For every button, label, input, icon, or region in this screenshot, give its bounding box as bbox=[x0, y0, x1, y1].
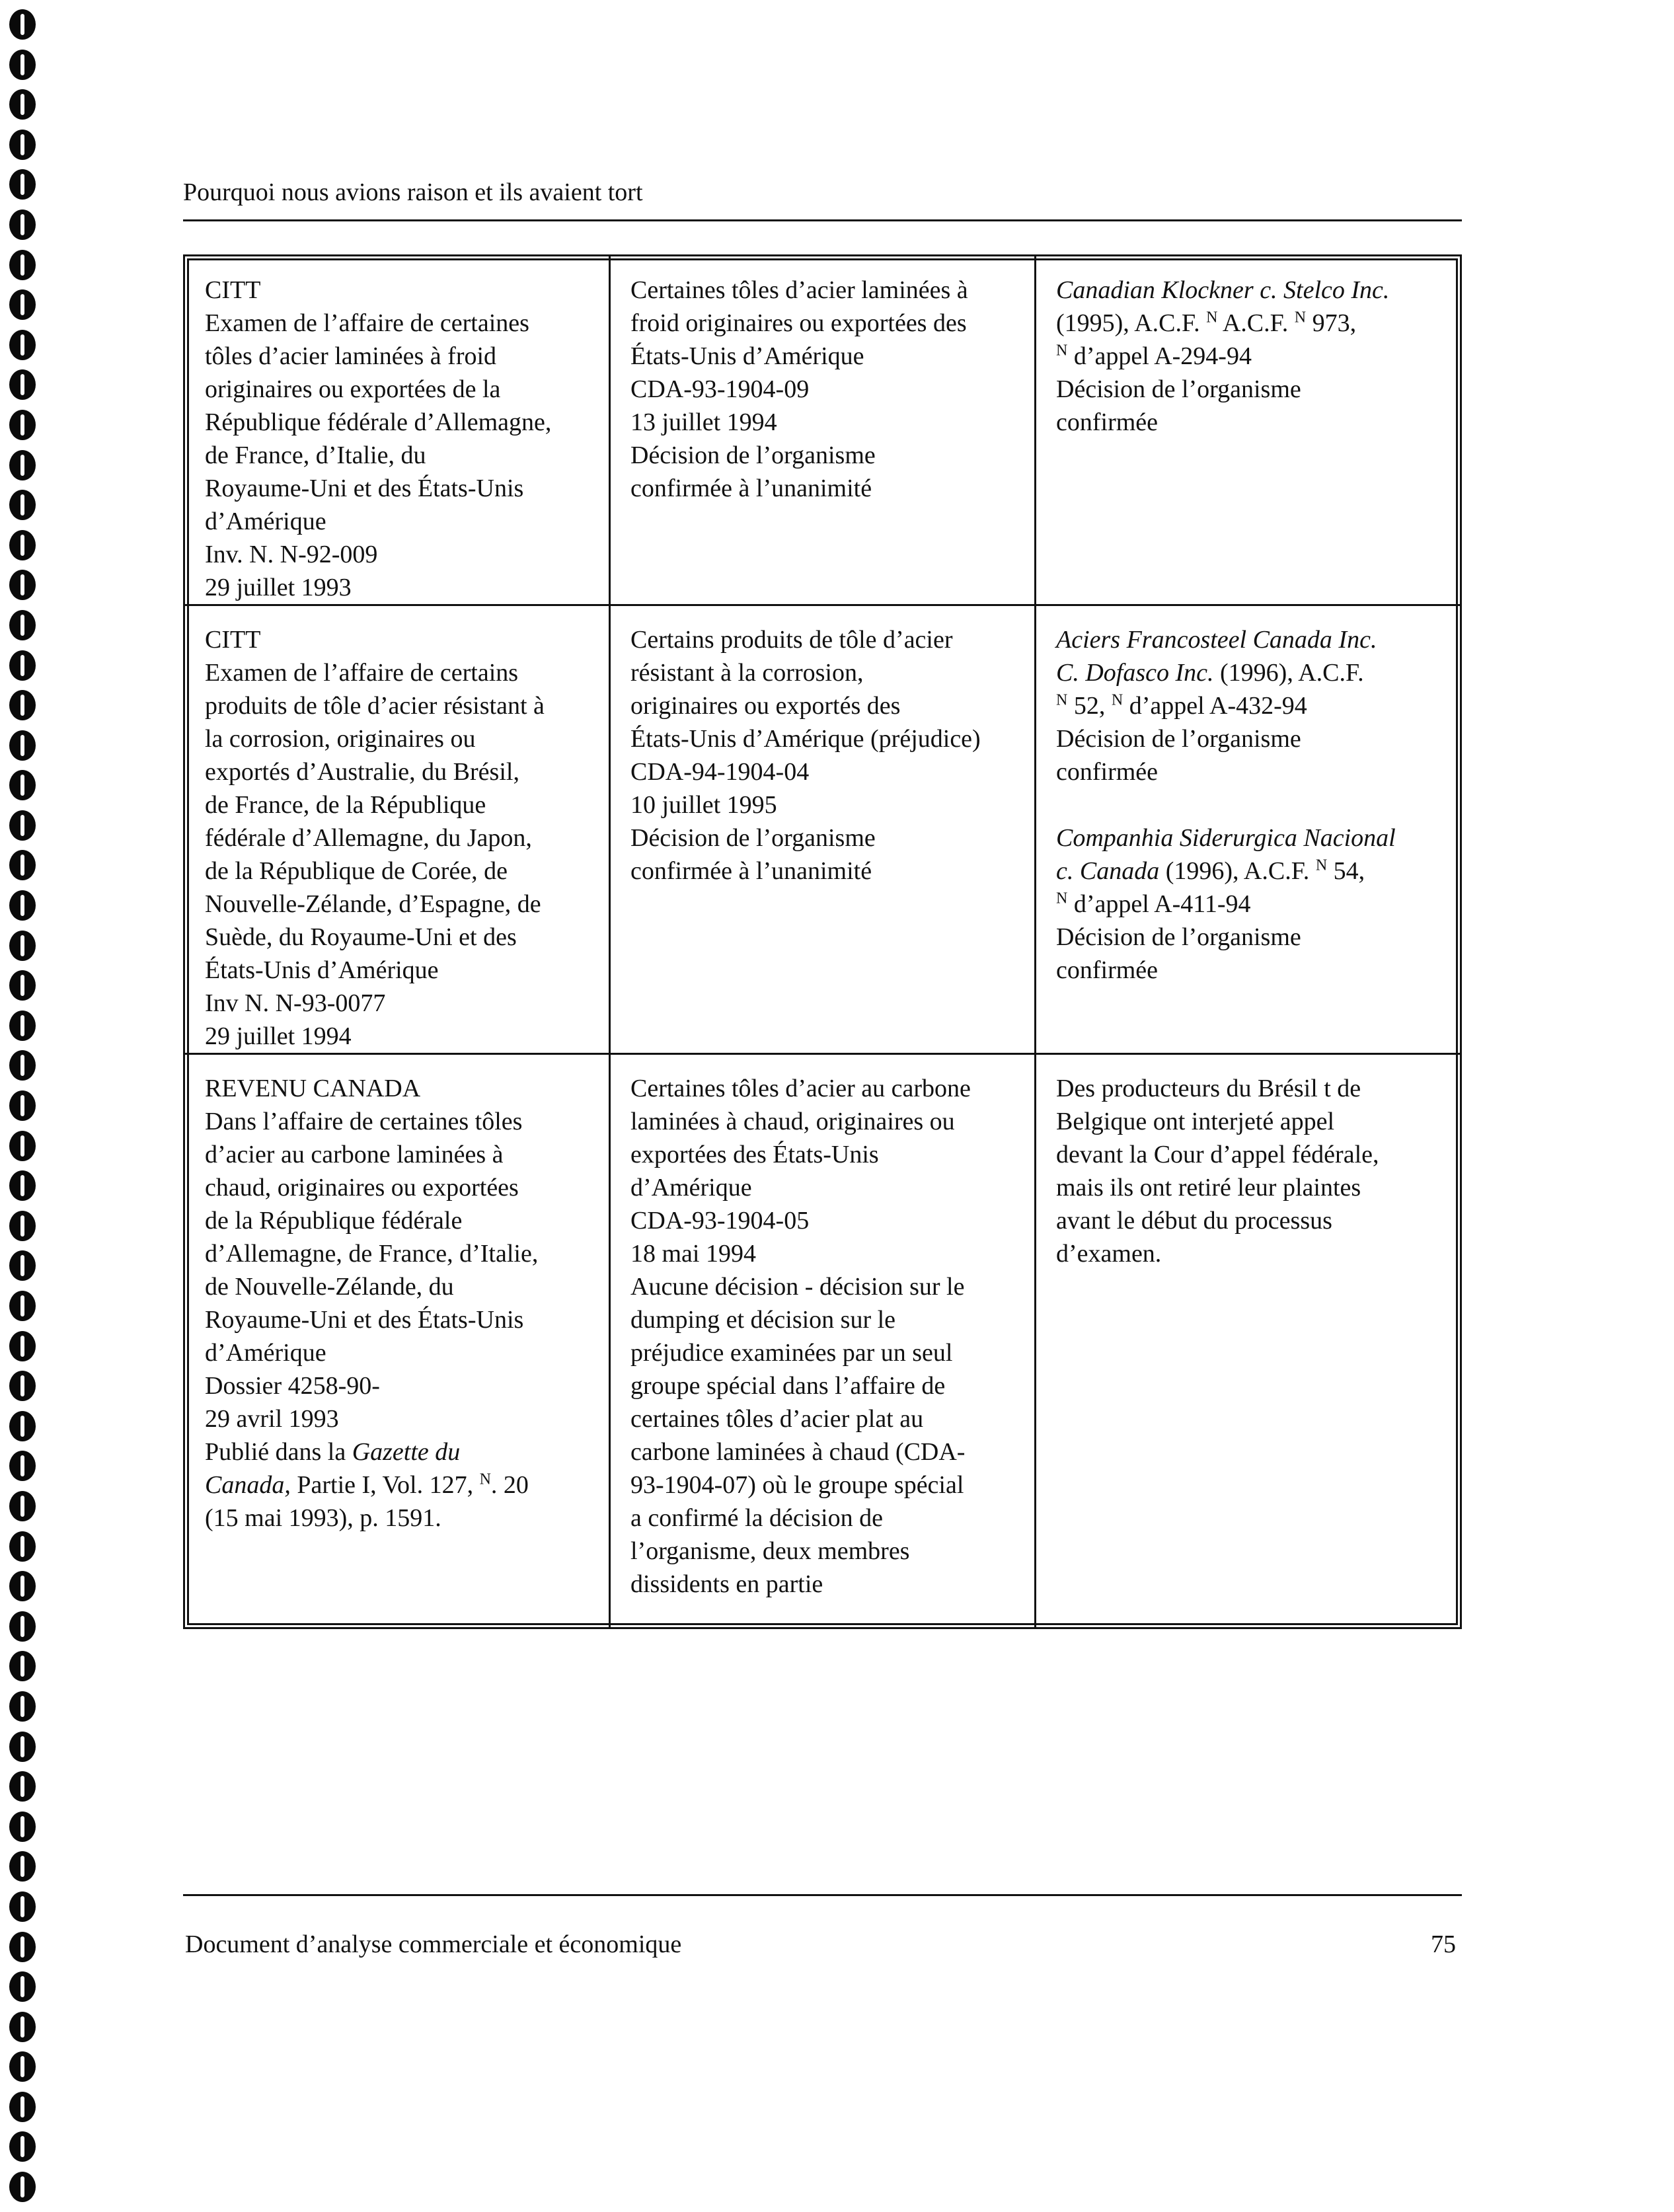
cell-line: confirmée à l’unanimité bbox=[630, 475, 872, 502]
superscript: N bbox=[1056, 890, 1068, 907]
cell-line: Suède, du Royaume-Uni et des bbox=[205, 923, 517, 951]
cell-line: de Nouvelle-Zélande, du bbox=[205, 1273, 454, 1301]
cell-line: Examen de l’affaire de certains bbox=[205, 659, 519, 687]
cell-line: de France, d’Italie, du bbox=[205, 441, 426, 469]
cell-line: République fédérale d’Allemagne, bbox=[205, 408, 552, 436]
superscript: N bbox=[1056, 342, 1068, 360]
binder-hole bbox=[9, 730, 36, 761]
cell-line: de France, de la République bbox=[205, 791, 486, 819]
cell-line: Royaume-Uni et des États-Unis bbox=[205, 1306, 524, 1334]
binder-hole bbox=[9, 1411, 36, 1441]
cell-line: tôles d’acier laminées à froid bbox=[205, 342, 497, 370]
cell-line: Nouvelle-Zélande, d’Espagne, de bbox=[205, 890, 541, 918]
cell-line: dissidents en partie bbox=[630, 1570, 823, 1598]
cell-line: dumping et décision sur le bbox=[630, 1306, 896, 1334]
cell-line: avant le début du processus bbox=[1056, 1207, 1332, 1235]
binder-hole bbox=[9, 50, 36, 80]
cell-line: 29 juillet 1994 bbox=[205, 1022, 352, 1050]
case-citation: (1996), A.C.F. bbox=[1213, 659, 1364, 687]
appeal-number: d’appel A-411-94 bbox=[1067, 890, 1251, 918]
cell-appeal bbox=[1036, 256, 1461, 605]
binder-hole bbox=[9, 1891, 36, 1922]
binder-hole bbox=[9, 1451, 36, 1481]
cell-line: carbone laminées à chaud (CDA- bbox=[630, 1438, 966, 1466]
binder-hole bbox=[9, 1131, 36, 1161]
cases-table bbox=[183, 254, 1462, 1629]
superscript: N bbox=[1111, 691, 1123, 709]
binder-hole bbox=[9, 2092, 36, 2122]
cell-line: d’examen. bbox=[1056, 1240, 1162, 1268]
binder-hole bbox=[9, 130, 36, 160]
cell-line: laminées à chaud, originaires ou bbox=[630, 1108, 955, 1135]
binder-hole bbox=[9, 1491, 36, 1521]
cell-line: Certains produits de tôle d’acier bbox=[630, 626, 953, 654]
binder-hole bbox=[9, 530, 36, 560]
case-citation: 54, bbox=[1327, 857, 1365, 885]
spacer bbox=[1056, 788, 1444, 821]
cell-line: Aucune décision - décision sur le bbox=[630, 1273, 965, 1301]
cell-line: chaud, originaires ou exportées bbox=[205, 1174, 519, 1201]
page-number: 75 bbox=[1431, 1930, 1456, 1958]
decision-text: confirmée bbox=[1056, 758, 1159, 786]
cell-appeal bbox=[1036, 1054, 1461, 1628]
cell-line: Des producteurs du Brésil t de bbox=[1056, 1075, 1361, 1102]
cell-line: groupe spécial dans l’affaire de bbox=[630, 1372, 946, 1400]
binder-hole bbox=[9, 210, 36, 240]
table-row bbox=[184, 1054, 1461, 1628]
cell-line: 10 juillet 1995 bbox=[630, 791, 777, 819]
case-name: Canadian Klockner c. Stelco Inc. bbox=[1056, 276, 1390, 304]
header-rule bbox=[183, 219, 1462, 221]
binder-hole bbox=[9, 2172, 36, 2202]
binder-hole bbox=[9, 810, 36, 841]
binder-hole bbox=[9, 2131, 36, 2162]
cell-appeal bbox=[1036, 605, 1461, 1054]
binder-hole bbox=[9, 1851, 36, 1882]
cell-line: d’Allemagne, de France, d’Italie, bbox=[205, 1240, 539, 1268]
binder-hole bbox=[9, 610, 36, 640]
cell-line: CITT bbox=[205, 276, 261, 304]
binder-hole bbox=[9, 970, 36, 1001]
cell-line: préjudice examinées par un seul bbox=[630, 1339, 953, 1367]
cell-line: d’Amérique bbox=[630, 1174, 752, 1201]
binder-hole bbox=[9, 690, 36, 720]
superscript: N bbox=[1206, 309, 1218, 326]
binder-hole bbox=[9, 650, 36, 681]
cell-line: États-Unis d’Amérique bbox=[630, 342, 864, 370]
binder-hole bbox=[9, 850, 36, 880]
binder-hole bbox=[9, 2012, 36, 2042]
binder-hole bbox=[9, 1571, 36, 1601]
publication-text: (15 mai 1993), p. 1591. bbox=[205, 1504, 441, 1532]
cell-line: devant la Cour d’appel fédérale, bbox=[1056, 1141, 1379, 1168]
cell-line: la corrosion, originaires ou bbox=[205, 725, 476, 753]
superscript: N bbox=[479, 1470, 491, 1488]
binder-hole bbox=[9, 1971, 36, 2002]
binder-hole bbox=[9, 250, 36, 280]
decision-text: Décision de l’organisme bbox=[1056, 923, 1301, 951]
appeal-number: d’appel A-294-94 bbox=[1067, 342, 1252, 370]
binder-hole bbox=[9, 1732, 36, 1762]
cell-line: a confirmé la décision de bbox=[630, 1504, 883, 1532]
cell-line: Examen de l’affaire de certaines bbox=[205, 309, 529, 337]
cell-line: de la République fédérale bbox=[205, 1207, 463, 1235]
cell-line: d’Amérique bbox=[205, 1339, 326, 1367]
cell-line: États-Unis d’Amérique (préjudice) bbox=[630, 725, 981, 753]
cell-line: Dans l’affaire de certaines tôles bbox=[205, 1108, 523, 1135]
cell-line: 13 juillet 1994 bbox=[630, 408, 777, 436]
case-name: Aciers Francosteel Canada Inc. bbox=[1056, 626, 1377, 654]
binder-hole bbox=[9, 330, 36, 360]
binder-hole bbox=[9, 369, 36, 400]
cell-panel-review bbox=[610, 1054, 1036, 1628]
footer-title: Document d’analyse commerciale et économique bbox=[185, 1930, 682, 1958]
cell-line: Décision de l’organisme bbox=[630, 441, 876, 469]
investigation-lines bbox=[205, 1072, 593, 1435]
cell-line: exportés d’Australie, du Brésil, bbox=[205, 758, 519, 786]
case-citation: 52, bbox=[1067, 692, 1112, 720]
superscript: N bbox=[1315, 857, 1328, 874]
cell-investigation bbox=[184, 256, 610, 605]
binder-hole bbox=[9, 1691, 36, 1722]
cell-line: Décision de l’organisme bbox=[630, 824, 876, 852]
cell-line: fédérale d’Allemagne, du Japon, bbox=[205, 824, 532, 852]
case-citation: 973, bbox=[1306, 309, 1357, 337]
binder-hole bbox=[9, 89, 36, 120]
cell-line: mais ils ont retiré leur plaintes bbox=[1056, 1174, 1361, 1201]
cell-line: Inv N. N-93-0077 bbox=[205, 989, 386, 1017]
binder-hole bbox=[9, 490, 36, 520]
publication-title: Canada, bbox=[205, 1471, 291, 1499]
cell-line: d’Amérique bbox=[205, 508, 326, 535]
cell-line: originaires ou exportées de la bbox=[205, 375, 501, 403]
binder-hole bbox=[9, 1812, 36, 1842]
cell-line: l’organisme, deux membres bbox=[630, 1537, 910, 1565]
cell-investigation bbox=[184, 605, 610, 1054]
cell-line: Dossier 4258-90- bbox=[205, 1372, 380, 1400]
cell-line: froid originaires ou exportées des bbox=[630, 309, 967, 337]
decision-text: confirmée bbox=[1056, 408, 1159, 436]
cell-line: États-Unis d’Amérique bbox=[205, 956, 439, 984]
binder-hole bbox=[9, 1932, 36, 1962]
binder-hole bbox=[9, 1011, 36, 1041]
binder-hole bbox=[9, 1250, 36, 1281]
footer-rule bbox=[183, 1894, 1462, 1896]
cell-line: Inv. N. N-92-009 bbox=[205, 541, 378, 568]
publication-text: Partie I, Vol. 127, bbox=[290, 1471, 480, 1499]
cell-line: 29 avril 1993 bbox=[205, 1405, 339, 1433]
case-name: C. Dofasco Inc. bbox=[1056, 659, 1214, 687]
cell-line: Royaume-Uni et des États-Unis bbox=[205, 475, 524, 502]
cell-line: Belgique ont interjeté appel bbox=[1056, 1108, 1335, 1135]
cell-line: de la République de Corée, de bbox=[205, 857, 508, 885]
binder-hole bbox=[9, 1531, 36, 1562]
binder-hole bbox=[9, 1170, 36, 1201]
case-name: Companhia Siderurgica Nacional bbox=[1056, 824, 1396, 852]
binder-hole bbox=[9, 1371, 36, 1401]
binder-hole bbox=[9, 770, 36, 800]
cell-line: CDA-93-1904-09 bbox=[630, 375, 810, 403]
cell-line: REVENU CANADA bbox=[205, 1075, 421, 1102]
decision-text: Décision de l’organisme bbox=[1056, 375, 1301, 403]
decision-text: confirmée bbox=[1056, 956, 1159, 984]
cell-line: CDA-94-1904-04 bbox=[630, 758, 810, 786]
binder-hole bbox=[9, 890, 36, 921]
binder-hole bbox=[9, 1211, 36, 1241]
superscript: N bbox=[1056, 691, 1068, 709]
binder-hole bbox=[9, 289, 36, 320]
binder-hole bbox=[9, 1611, 36, 1642]
publication-text: Publié dans la bbox=[205, 1438, 352, 1466]
cell-line: certaines tôles d’acier plat au bbox=[630, 1405, 924, 1433]
appeal-number: d’appel A-432-94 bbox=[1123, 692, 1307, 720]
binder-hole bbox=[9, 410, 36, 440]
cell-line: Certaines tôles d’acier au carbone bbox=[630, 1075, 971, 1102]
case-citation: A.C.F. bbox=[1217, 309, 1295, 337]
cell-line: 29 juillet 1993 bbox=[205, 574, 352, 601]
case-citation: (1996), A.C.F. bbox=[1159, 857, 1316, 885]
cell-line: produits de tôle d’acier résistant à bbox=[205, 692, 545, 720]
cell-line: Certaines tôles d’acier laminées à bbox=[630, 276, 968, 304]
table-row bbox=[184, 605, 1461, 1054]
binder-hole bbox=[9, 1090, 36, 1121]
binder-hole bbox=[9, 570, 36, 600]
running-header: Pourquoi nous avions raison et ils avaient tort bbox=[183, 178, 643, 206]
cell-line: d’acier au carbone laminées à bbox=[205, 1141, 504, 1168]
binder-holes bbox=[9, 9, 38, 2212]
cell-line: confirmée à l’unanimité bbox=[630, 857, 872, 885]
cell-line: 93-1904-07) où le groupe spécial bbox=[630, 1471, 964, 1499]
cell-panel-review bbox=[610, 605, 1036, 1054]
binder-hole bbox=[9, 1771, 36, 1802]
binder-hole bbox=[9, 9, 36, 40]
decision-text: Décision de l’organisme bbox=[1056, 725, 1301, 753]
binder-hole bbox=[9, 169, 36, 200]
cell-line: 18 mai 1994 bbox=[630, 1240, 756, 1268]
cell-panel-review bbox=[610, 256, 1036, 605]
binder-hole bbox=[9, 1050, 36, 1081]
cell-line: CITT bbox=[205, 626, 261, 654]
binder-hole bbox=[9, 1291, 36, 1321]
case-name: c. Canada bbox=[1056, 857, 1160, 885]
cell-line: résistant à la corrosion, bbox=[630, 659, 864, 687]
publication-text: . 20 bbox=[490, 1471, 529, 1499]
binder-hole bbox=[9, 450, 36, 480]
table-row bbox=[184, 256, 1461, 605]
binder-hole bbox=[9, 1331, 36, 1361]
binder-hole bbox=[9, 2051, 36, 2082]
binder-hole bbox=[9, 1651, 36, 1681]
superscript: N bbox=[1294, 309, 1307, 326]
cell-investigation bbox=[184, 1054, 610, 1628]
cell-line: CDA-93-1904-05 bbox=[630, 1207, 810, 1235]
cell-line: originaires ou exportés des bbox=[630, 692, 901, 720]
binder-hole bbox=[9, 931, 36, 961]
case-citation: (1995), A.C.F. bbox=[1056, 309, 1207, 337]
cell-line: exportées des États-Unis bbox=[630, 1141, 879, 1168]
publication-title: Gazette du bbox=[352, 1438, 461, 1466]
